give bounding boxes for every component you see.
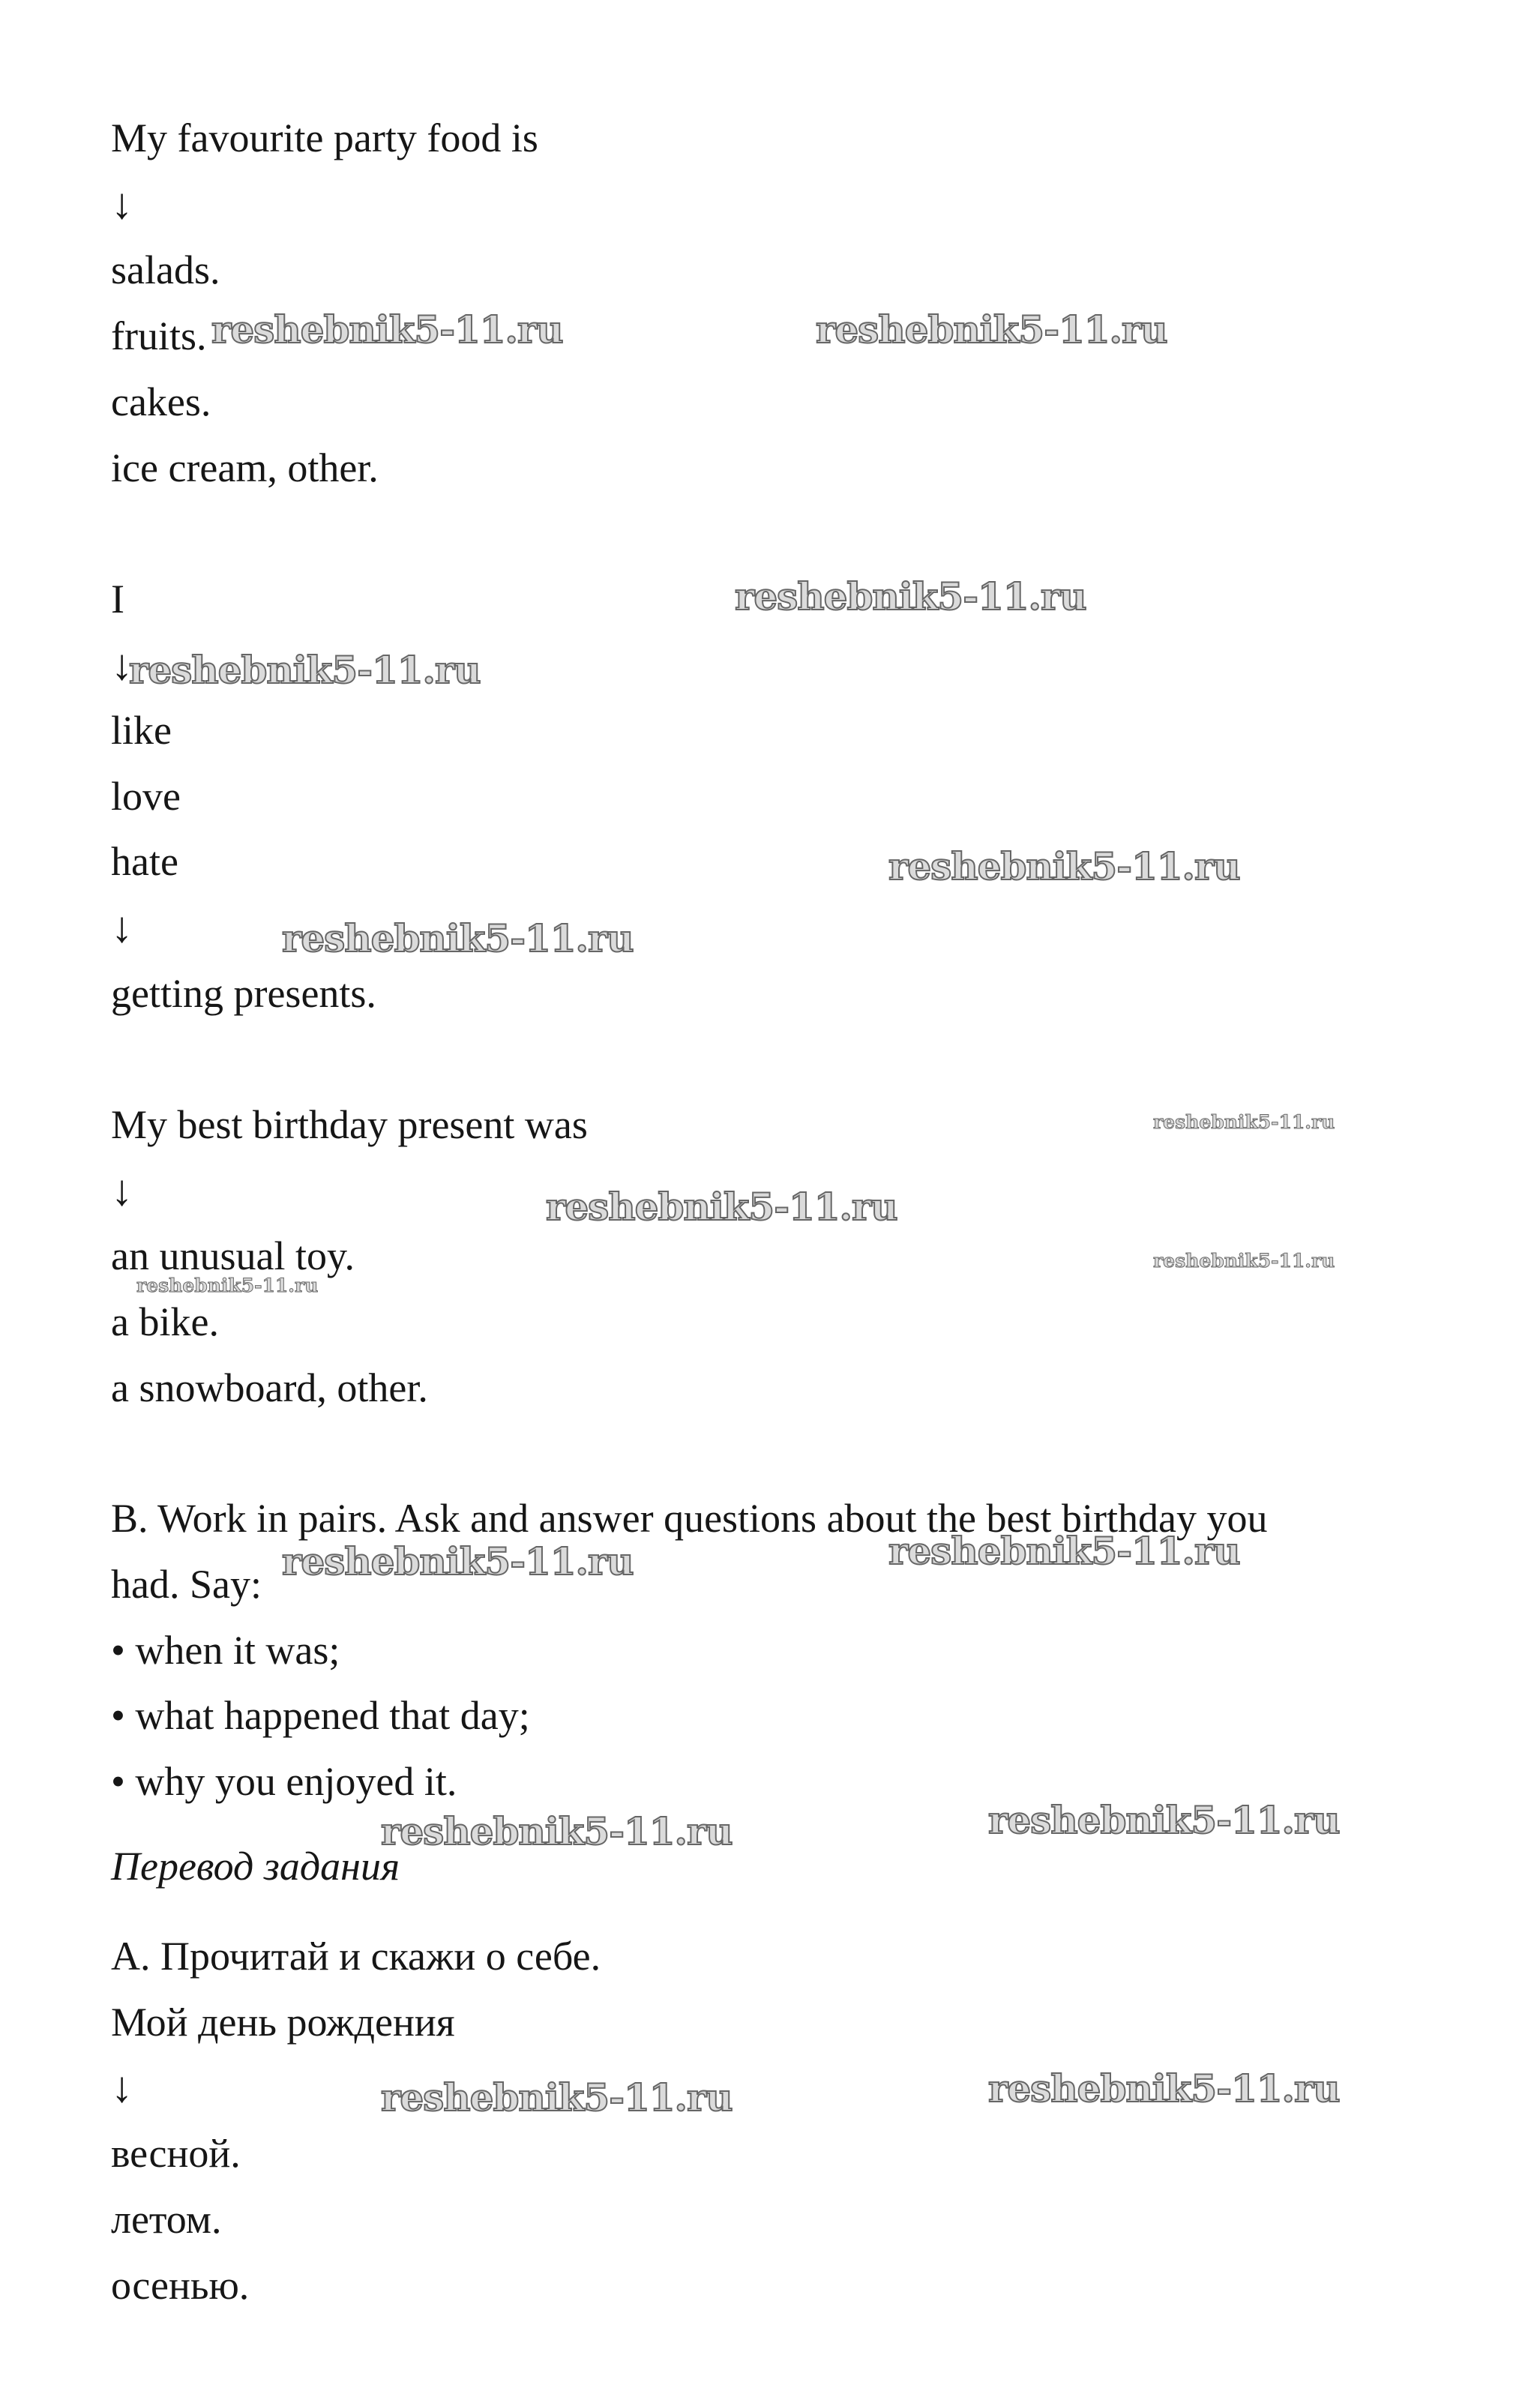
text-line: ice cream, other. — [111, 445, 379, 490]
text-line: had. Say: — [111, 1562, 262, 1607]
text-line: an unusual toy. — [111, 1233, 355, 1278]
watermark: reshebnik5-11.ru — [888, 1529, 1240, 1573]
watermark: reshebnik5-11.ru — [735, 574, 1086, 619]
watermark: reshebnik5-11.ru — [546, 1185, 897, 1229]
text-line: летом. — [111, 2197, 222, 2242]
watermark: reshebnik5-11.ru — [211, 307, 563, 352]
text-line: I — [111, 577, 124, 622]
watermark: reshebnik5-11.ru — [282, 1539, 634, 1584]
text-line: осенью. — [111, 2263, 250, 2308]
watermark: reshebnik5-11.ru — [282, 916, 634, 960]
bullet-item: • why you enjoyed it. — [111, 1759, 457, 1804]
text-line: getting presents. — [111, 971, 376, 1016]
text-line: cakes. — [111, 379, 211, 424]
task-b-heading: B. Work in pairs. Ask and answer questions about the best birthday you — [111, 1496, 1268, 1541]
bullet-item: • when it was; — [111, 1628, 340, 1673]
watermark: reshebnik5-11.ru — [1153, 1111, 1335, 1133]
watermark: reshebnik5-11.ru — [888, 844, 1240, 888]
watermark: reshebnik5-11.ru — [129, 648, 481, 692]
watermark: reshebnik5-11.ru — [988, 2066, 1340, 2111]
text-line: My favourite party food is — [111, 115, 538, 160]
text-line: a bike. — [111, 1299, 219, 1344]
text-line: salads. — [111, 247, 220, 292]
arrow-down-icon: ↓ — [111, 1166, 133, 1215]
text-line: Мой день рождения — [111, 2000, 455, 2045]
watermark: reshebnik5-11.ru — [1153, 1250, 1335, 1272]
text-line: fruits. — [111, 313, 207, 358]
text-line: hate — [111, 839, 178, 884]
watermark: reshebnik5-11.ru — [136, 1275, 319, 1296]
watermark: reshebnik5-11.ru — [381, 1809, 733, 1853]
watermark: reshebnik5-11.ru — [988, 1798, 1340, 1842]
watermark: reshebnik5-11.ru — [381, 2075, 733, 2120]
arrow-down-icon: ↓ — [111, 640, 133, 689]
text-line: А. Прочитай и скажи о себе. — [111, 1934, 601, 1979]
arrow-down-icon: ↓ — [111, 179, 133, 228]
text-line: весной. — [111, 2131, 241, 2176]
text-line: like — [111, 708, 172, 753]
bullet-item: • what happened that day; — [111, 1693, 530, 1738]
arrow-down-icon: ↓ — [111, 2063, 133, 2111]
text-line: love — [111, 774, 181, 819]
watermark: reshebnik5-11.ru — [816, 307, 1167, 352]
translation-heading: Перевод задания — [111, 1844, 400, 1889]
text-line: a snowboard, other. — [111, 1365, 428, 1410]
arrow-down-icon: ↓ — [111, 903, 133, 951]
text-line: My best birthday present was — [111, 1102, 588, 1147]
